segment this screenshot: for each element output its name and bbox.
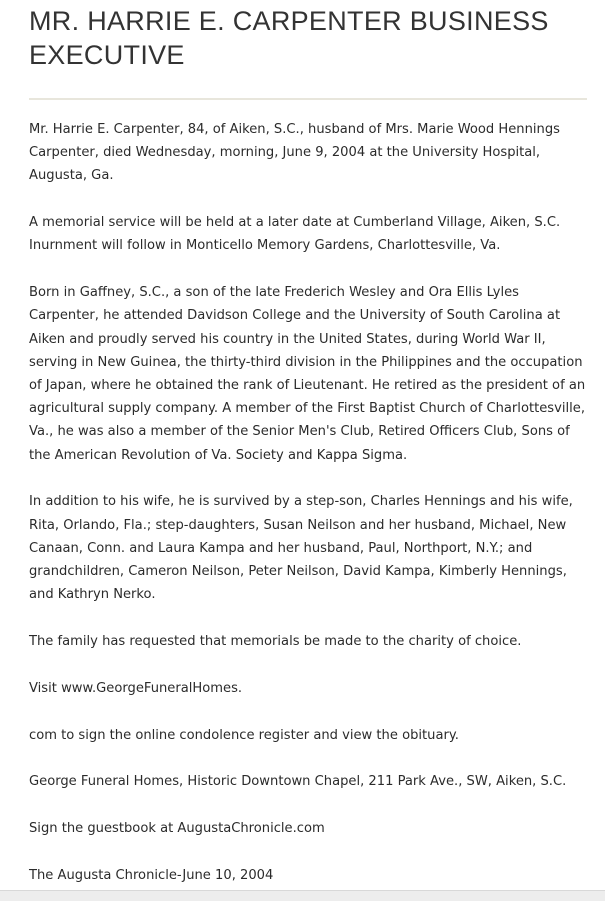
title-divider bbox=[29, 98, 587, 100]
paragraph-visit-website: Visit www.GeorgeFuneralHomes. bbox=[29, 680, 243, 696]
article-body bbox=[29, 118, 591, 890]
paragraph-memorial-service: A memorial service will be held at a later date at Cumberland Village, Aiken, S.C. Inurnment will follow in Monticello Memory Gardens, Charlottesville, Va. bbox=[29, 215, 561, 254]
article-title: MR. HARRIE E. CARPENTER BUSINESS EXECUTIVE bbox=[29, 6, 549, 70]
paragraph-death-notice: Mr. Harrie E. Carpenter, 84, of Aiken, S.C., husband of Mrs. Marie Wood Hennings Carpenter, died Wednesday, morning, June 9, 2004 at the University Hospital, Augusta, Ga. bbox=[29, 122, 560, 184]
paragraph-memorials: The family has requested that memorials be made to the charity of choice. bbox=[29, 634, 522, 650]
paragraph-guestbook: Sign the guestbook at AugustaChronicle.com bbox=[29, 821, 325, 837]
paragraph-condolence-register: com to sign the online condolence register and view the obituary. bbox=[29, 727, 459, 743]
paragraph-biography: Born in Gaffney, S.C., a son of the late Frederich Wesley and Ora Ellis Lyles Carpenter, he attended Davidson College and the University of South Carolina at Aiken and proudly served his country in the United States, during World War II, serving in New Guinea, the thirty-third division in the Philippines and the occupation of Japan, where he obtained the rank of Lieutenant. He retired as the president of an agricultural supply company. A member of the First Baptist Church of Charlottesville, Va., he was also a member of the Senior Men's Club, Retired Officers Club, Sons of the American Revolution of Va. Society and Kappa Sigma. bbox=[29, 285, 586, 463]
paragraph-source: The Augusta Chronicle-June 10, 2004 bbox=[29, 868, 274, 884]
paragraph-survivors: In addition to his wife, he is survived by a step-son, Charles Hennings and his wife, Rita, Orlando, Fla.; step-daughters, Susan Neilson and her husband, Michael, New Canaan, Conn. and Laura Kampa and her husband, Paul, Northport, N.Y.; and grandchildren, Cameron Neilson, Peter Neilson, David Kampa, Kimberly Hennings, and Kathryn Nerko. bbox=[29, 494, 573, 603]
horizontal-scrollbar[interactable] bbox=[0, 890, 605, 901]
paragraph-funeral-home: George Funeral Homes, Historic Downtown Chapel, 211 Park Ave., SW, Aiken, S.C. bbox=[29, 774, 567, 790]
